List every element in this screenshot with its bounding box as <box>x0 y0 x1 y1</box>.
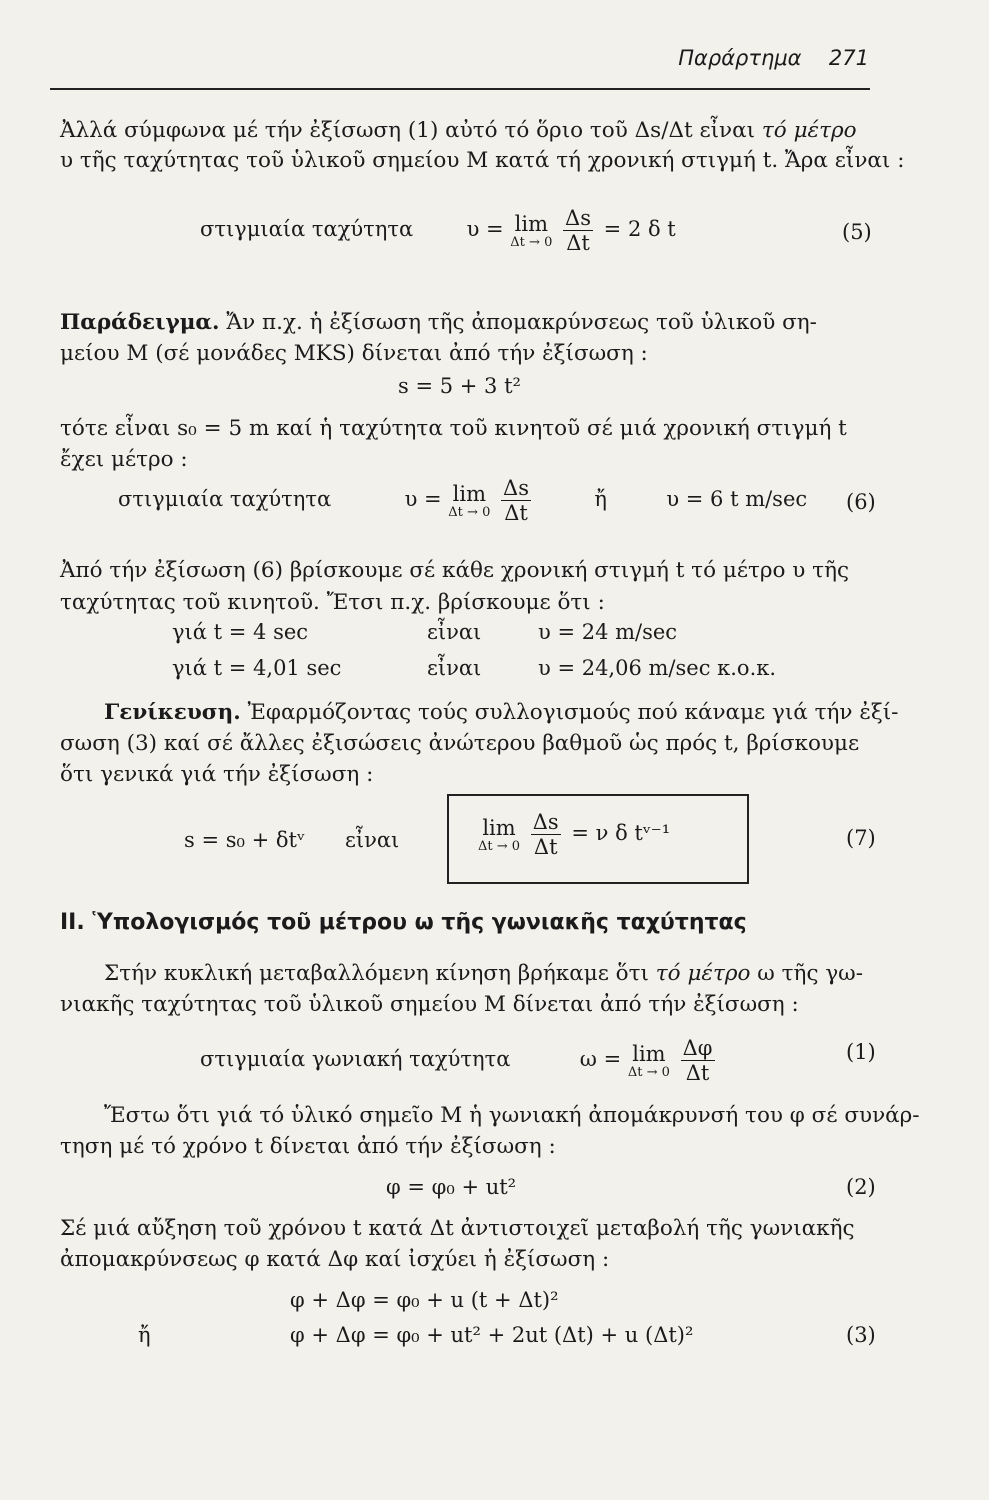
equation-number: (6) <box>846 490 876 514</box>
paragraph-line: Σέ μιά αὔξηση τοῦ χρόνου t κατά Δt ἀντιστοιχεῖ μεταβολή τῆς γωνιακῆς <box>60 1216 855 1241</box>
text-run: Ἀλλά σύμφωνα μέ τήν ἐξίσωση (1) αὐτό τό ὅριο τοῦ Δs/Δt εἶναι <box>60 118 756 143</box>
paragraph-line: ταχύτητας τοῦ κινητοῦ. Ἔτσι π.χ. βρίσκουμε ὅτι : <box>60 590 605 615</box>
fraction <box>563 206 593 255</box>
paragraph-line: μείου Μ (σέ μονάδες MKS) δίνεται ἀπό τήν ἐξίσωση : <box>60 341 648 366</box>
lim-text: lim <box>514 211 548 236</box>
text-run: ω τῆς γω- <box>757 961 863 986</box>
equation-7-lhs: s = s₀ + δtᵛ <box>184 828 305 852</box>
text-run: Ἐφαρμόζοντας τούς συλλογισμούς πού κάναμε γιά τήν ἐξί- <box>247 700 899 725</box>
row-condition: γιά t = 4 sec <box>172 620 309 644</box>
value-row <box>172 620 308 644</box>
paragraph-line <box>60 116 857 146</box>
eq-lhs: υ = <box>466 217 504 241</box>
fraction-numerator: Δφ <box>682 1036 713 1060</box>
equation-2: φ = φ₀ + ut² <box>386 1175 517 1199</box>
limit <box>628 1042 670 1080</box>
fraction-numerator: Δs <box>532 810 559 834</box>
eq-label: στιγμιαία γωνιακή ταχύτητα <box>200 1047 511 1071</box>
equation-7 <box>478 810 670 859</box>
header-title: Παράρτημα <box>678 46 802 70</box>
paragraph-line <box>104 959 863 989</box>
equation-number: (7) <box>846 826 876 850</box>
eq-or: ἤ <box>594 487 607 511</box>
italic-run: τό μέτρο <box>655 961 751 986</box>
lim-subscript: Δt → 0 <box>448 504 491 520</box>
equation-number: (1) <box>846 1040 876 1064</box>
value-row <box>172 656 341 680</box>
value-row-result: υ = 24,06 m/sec κ.ο.κ. <box>538 656 777 680</box>
lim-text: lim <box>452 481 486 506</box>
paragraph-line: τότε εἶναι s₀ = 5 m καί ἡ ταχύτητα τοῦ κινητοῦ σέ μιά χρονική στιγμή t <box>60 416 847 441</box>
fraction-denominator: Δt <box>566 231 590 255</box>
limit <box>510 212 552 250</box>
equation-3-line1: φ + Δφ = φ₀ + u (t + Δt)² <box>290 1288 559 1312</box>
paragraph-line: υ τῆς ταχύτητας τοῦ ὑλικοῦ σημείου Μ κατά τή χρονική στιγμή t. Ἄρα εἶναι : <box>60 148 905 173</box>
limit <box>478 816 520 854</box>
eq-lhs: υ = <box>404 487 442 511</box>
fraction-denominator: Δt <box>533 835 558 859</box>
text-run: Ἄν π.χ. ἡ ἐξίσωση τῆς ἀπομακρύνσεως τοῦ ὑλικοῦ ση- <box>226 310 817 335</box>
equation-example: s = 5 + 3 t² <box>398 374 521 398</box>
fraction-denominator: Δt <box>685 1061 710 1085</box>
equation-6 <box>118 476 807 525</box>
paragraph-line: ἀπομακρύνσεως φ κατά Δφ καί ἰσχύει ἡ ἐξίσωση : <box>60 1247 610 1272</box>
eq-lhs: ω = <box>579 1047 622 1071</box>
value-row-verb: εἶναι <box>427 620 482 644</box>
lim-text: lim <box>632 1041 666 1066</box>
eq-label: στιγμιαία ταχύτητα <box>118 487 332 511</box>
eq-rhs: = ν δ tᵛ⁻¹ <box>571 821 671 845</box>
header-rule <box>50 88 870 90</box>
value-row-result: υ = 24 m/sec <box>538 620 678 644</box>
paragraph-line: ἔχει μέτρο : <box>60 447 188 472</box>
lim-subscript: Δt → 0 <box>627 1064 670 1080</box>
fraction <box>501 476 531 525</box>
paragraph-line: Ἀπό τήν ἐξίσωση (6) βρίσκουμε σέ κάθε χρονική στιγμή t τό μέτρο υ τῆς <box>60 558 850 583</box>
paragraph-line: τηση μέ τό χρόνο t δίνεται ἀπό τήν ἐξίσωση : <box>60 1134 556 1159</box>
bold-run: Γενίκευση. <box>104 700 241 725</box>
running-header <box>678 46 869 70</box>
paragraph-line: ὅτι γενικά γιά τήν ἐξίσωση : <box>60 762 374 787</box>
value-row-verb: εἶναι <box>427 656 482 680</box>
lim-subscript: Δt → 0 <box>510 234 553 250</box>
row-condition: γιά t = 4,01 sec <box>172 656 342 680</box>
paragraph-line <box>60 308 817 338</box>
equation-1 <box>200 1036 719 1085</box>
fraction-numerator: Δs <box>565 206 591 230</box>
limit <box>448 482 490 520</box>
eq-rhs: = 2 δ t <box>603 217 676 241</box>
paragraph-line <box>104 698 898 728</box>
equation-7-verb: εἶναι <box>345 828 400 852</box>
equation-number: (5) <box>842 220 872 244</box>
bold-run: Παράδειγμα. <box>60 310 220 335</box>
italic-run: τό μέτρο <box>761 118 857 143</box>
fraction-denominator: Δt <box>504 501 528 525</box>
equation-number: (3) <box>846 1323 876 1347</box>
section-heading: II. Ὑπολογισμός τοῦ μέτρου ω τῆς γωνιακῆς ταχύτητας <box>60 910 747 935</box>
eq-label: στιγμιαία ταχύτητα <box>200 217 414 241</box>
eq-rhs: υ = 6 t m/sec <box>666 487 808 511</box>
fraction <box>681 1036 715 1085</box>
fraction <box>531 810 561 859</box>
equation-3-or: ἤ <box>138 1323 151 1347</box>
lim-text: lim <box>482 815 516 840</box>
lim-subscript: Δt → 0 <box>478 838 521 854</box>
paragraph-line: νιακῆς ταχύτητας τοῦ ὑλικοῦ σημείου Μ δίνεται ἀπό τήν ἐξίσωση : <box>60 992 799 1017</box>
fraction-numerator: Δs <box>503 476 529 500</box>
page-number: 271 <box>828 46 869 70</box>
paragraph-line: Ἔστω ὅτι γιά τό ὑλικό σημεῖο Μ ἡ γωνιακή ἀπομάκρυνσή του φ σέ συνάρ- <box>104 1103 920 1128</box>
equation-number: (2) <box>846 1175 876 1199</box>
paragraph-line: σωση (3) καί σέ ἄλλες ἐξισώσεις ἀνώτερου βαθμοῦ ὡς πρός t, βρίσκουμε <box>60 731 860 756</box>
text-run: Στήν κυκλική μεταβαλλόμενη κίνηση βρήκαμε ὅτι <box>104 961 649 986</box>
equation-3-line2: φ + Δφ = φ₀ + ut² + 2ut (Δt) + u (Δt)² <box>290 1323 694 1347</box>
equation-5 <box>200 206 676 255</box>
